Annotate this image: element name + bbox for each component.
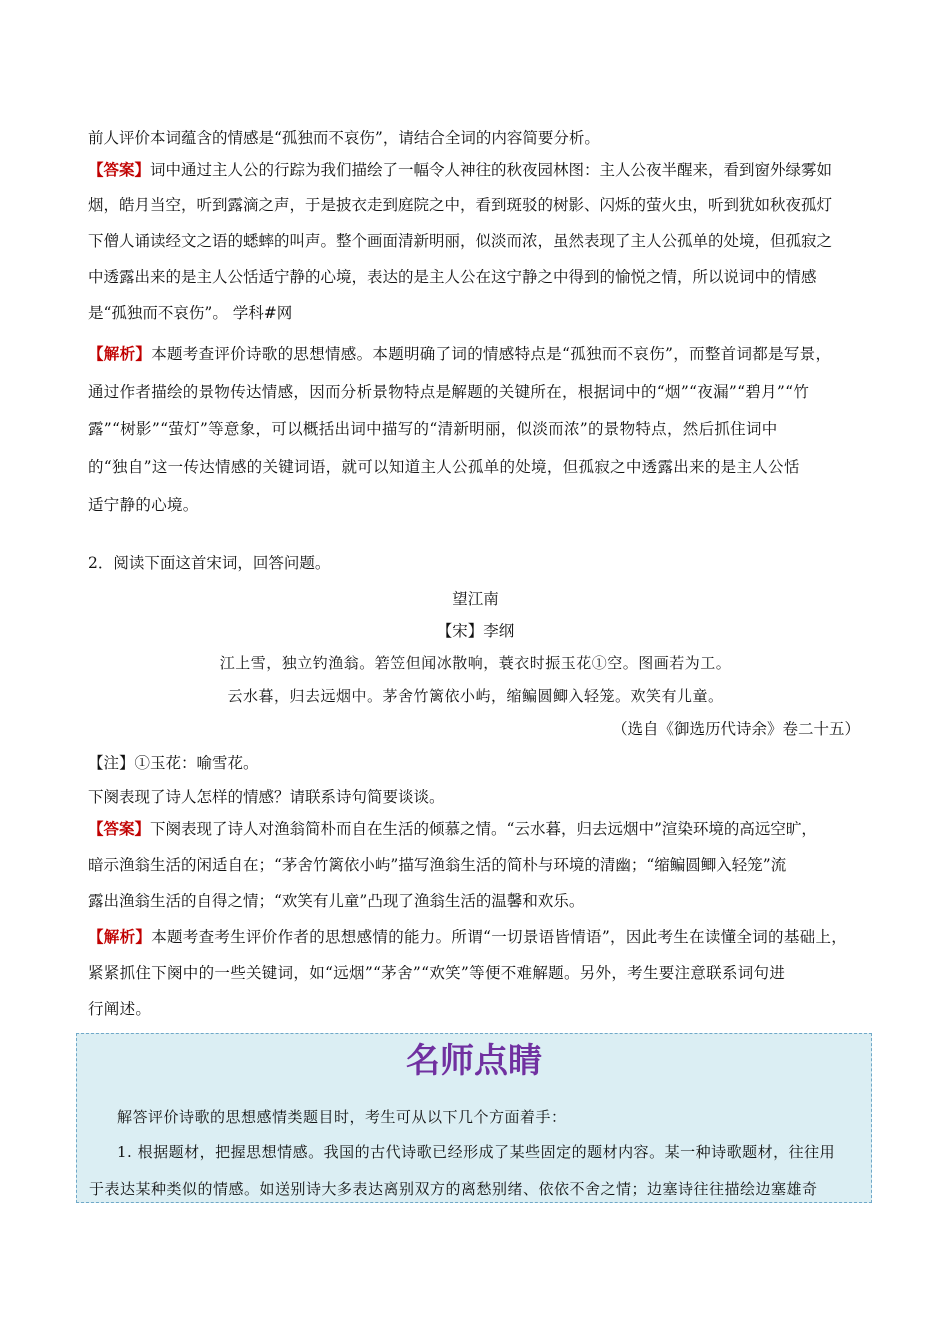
q1-analysis-line-1: 【解析】本题考查评价诗歌的思想情感。本题明确了词的情感特点是“孤独而不哀伤”，而整首词都是写景， (88, 344, 832, 363)
analysis-tag: 【解析】 (88, 344, 152, 363)
q1-analysis-line-4: 的“独自”这一传达情感的关键词语，就可以知道主人公孤单的处境，但孤寂之中透露出来的是主人公恬 (88, 458, 800, 476)
q1-answer-line-3: 下僧人诵读经文之语的蟋蟀的叫声。整个画面清新明丽，似淡而浓，虽然表现了主人公孤单的处境，但孤寂之 (88, 232, 833, 250)
q1-answer-line-4: 中透露出来的是主人公恬适宁静的心境，表达的是主人公在这宁静之中得到的愉悦之情，所以说词中的情感 (88, 268, 817, 286)
q1-analysis-line-2: 通过作者描绘的景物传达情感，因而分析景物特点是解题的关键所在，根据词中的“烟”“夜漏”“碧月”“竹 (88, 383, 810, 401)
tip-line-2: 1. 根据题材，把握思想情感。我国的古代诗歌已经形成了某些固定的题材内容。某一种诗歌题材，往往用 (117, 1143, 836, 1161)
q2-analysis-line-3: 行阐述。 (88, 1000, 152, 1018)
poem-author: 【宋】李纲 (436, 622, 515, 640)
tip-line-3: 于表达某种类似的情感。如送别诗大多表达离别双方的离愁别绪、依依不舍之情；边塞诗往往描绘边塞雄奇 (89, 1180, 818, 1198)
poem-source: （选自《御选历代诗余》卷二十五） (611, 720, 860, 738)
q2-intro: 2．阅读下面这首宋词，回答问题。 (88, 554, 331, 572)
tip-line-1: 解答评价诗歌的思想感情类题目时，考生可从以下几个方面着手： (117, 1108, 567, 1126)
q2-analysis-line-2: 紧紧抓住下阕中的一些关键词，如“远烟”“茅舍”“欢笑”等便不难解题。另外，考生要注意联系词句进 (88, 964, 786, 982)
q1-answer-line-1: 【答案】词中通过主人公的行踪为我们描绘了一幅令人神往的秋夜园林图：主人公夜半醒来，看到窗外绿雾如 (88, 160, 833, 179)
teacher-tip-box (76, 1033, 872, 1203)
poem-note: 【注】①玉花：喻雪花。 (88, 754, 259, 772)
poem-line-1: 江上雪，独立钓渔翁。箬笠但闻冰散响，蓑衣时振玉花①空。图画若为工。 (219, 654, 732, 672)
q2-answer-line-1: 【答案】下阕表现了诗人对渔翁简朴而自在生活的倾慕之情。“云水暮，归去远烟中”渲染环境的高远空旷， (88, 819, 817, 838)
q1-question: 前人评价本词蕴含的情感是“孤独而不哀伤”，请结合全词的内容简要分析。 (88, 129, 600, 147)
answer-tag: 【答案】 (88, 160, 151, 179)
answer-tag: 【答案】 (88, 819, 151, 838)
q1-answer-line-5: 是“孤独而不哀伤”。 学科#网 (88, 304, 293, 322)
q1-analysis-line-5: 适宁静的心境。 (88, 496, 199, 514)
q2-analysis-line-1: 【解析】本题考查考生评价作者的思想感情的能力。所谓“一切景语皆情语”，因此考生在读懂全词的基础上， (88, 927, 848, 946)
poem-title: 望江南 (452, 590, 499, 608)
q1-analysis-line-3: 露”“树影”“萤灯”等意象，可以概括出词中描写的“清新明丽，似淡而浓”的景物特点，然后抓住词中 (88, 420, 778, 438)
q2-answer-line-3: 露出渔翁生活的自得之情；“欢笑有儿童”凸现了渔翁生活的温馨和欢乐。 (88, 892, 585, 910)
tip-title: 名师点睛 (406, 1041, 542, 1081)
analysis-tag: 【解析】 (88, 927, 152, 946)
q1-answer-line-2: 烟，皓月当空，听到露滴之声，于是披衣走到庭院之中，看到斑驳的树影、闪烁的萤火虫，听到犹如秋夜孤灯 (88, 196, 833, 214)
q2-answer-line-2: 暗示渔翁生活的闲适自在；“茅舍竹篱依小屿”描写渔翁生活的简朴与环境的清幽；“缩鳊圆鲫入轻笼”流 (88, 856, 787, 874)
poem-line-2: 云水暮，归去远烟中。茅舍竹篱依小屿，缩鳊圆鲫入轻笼。欢笑有儿童。 (227, 687, 724, 705)
q2-question: 下阕表现了诗人怎样的情感？请联系诗句简要谈谈。 (88, 788, 445, 806)
